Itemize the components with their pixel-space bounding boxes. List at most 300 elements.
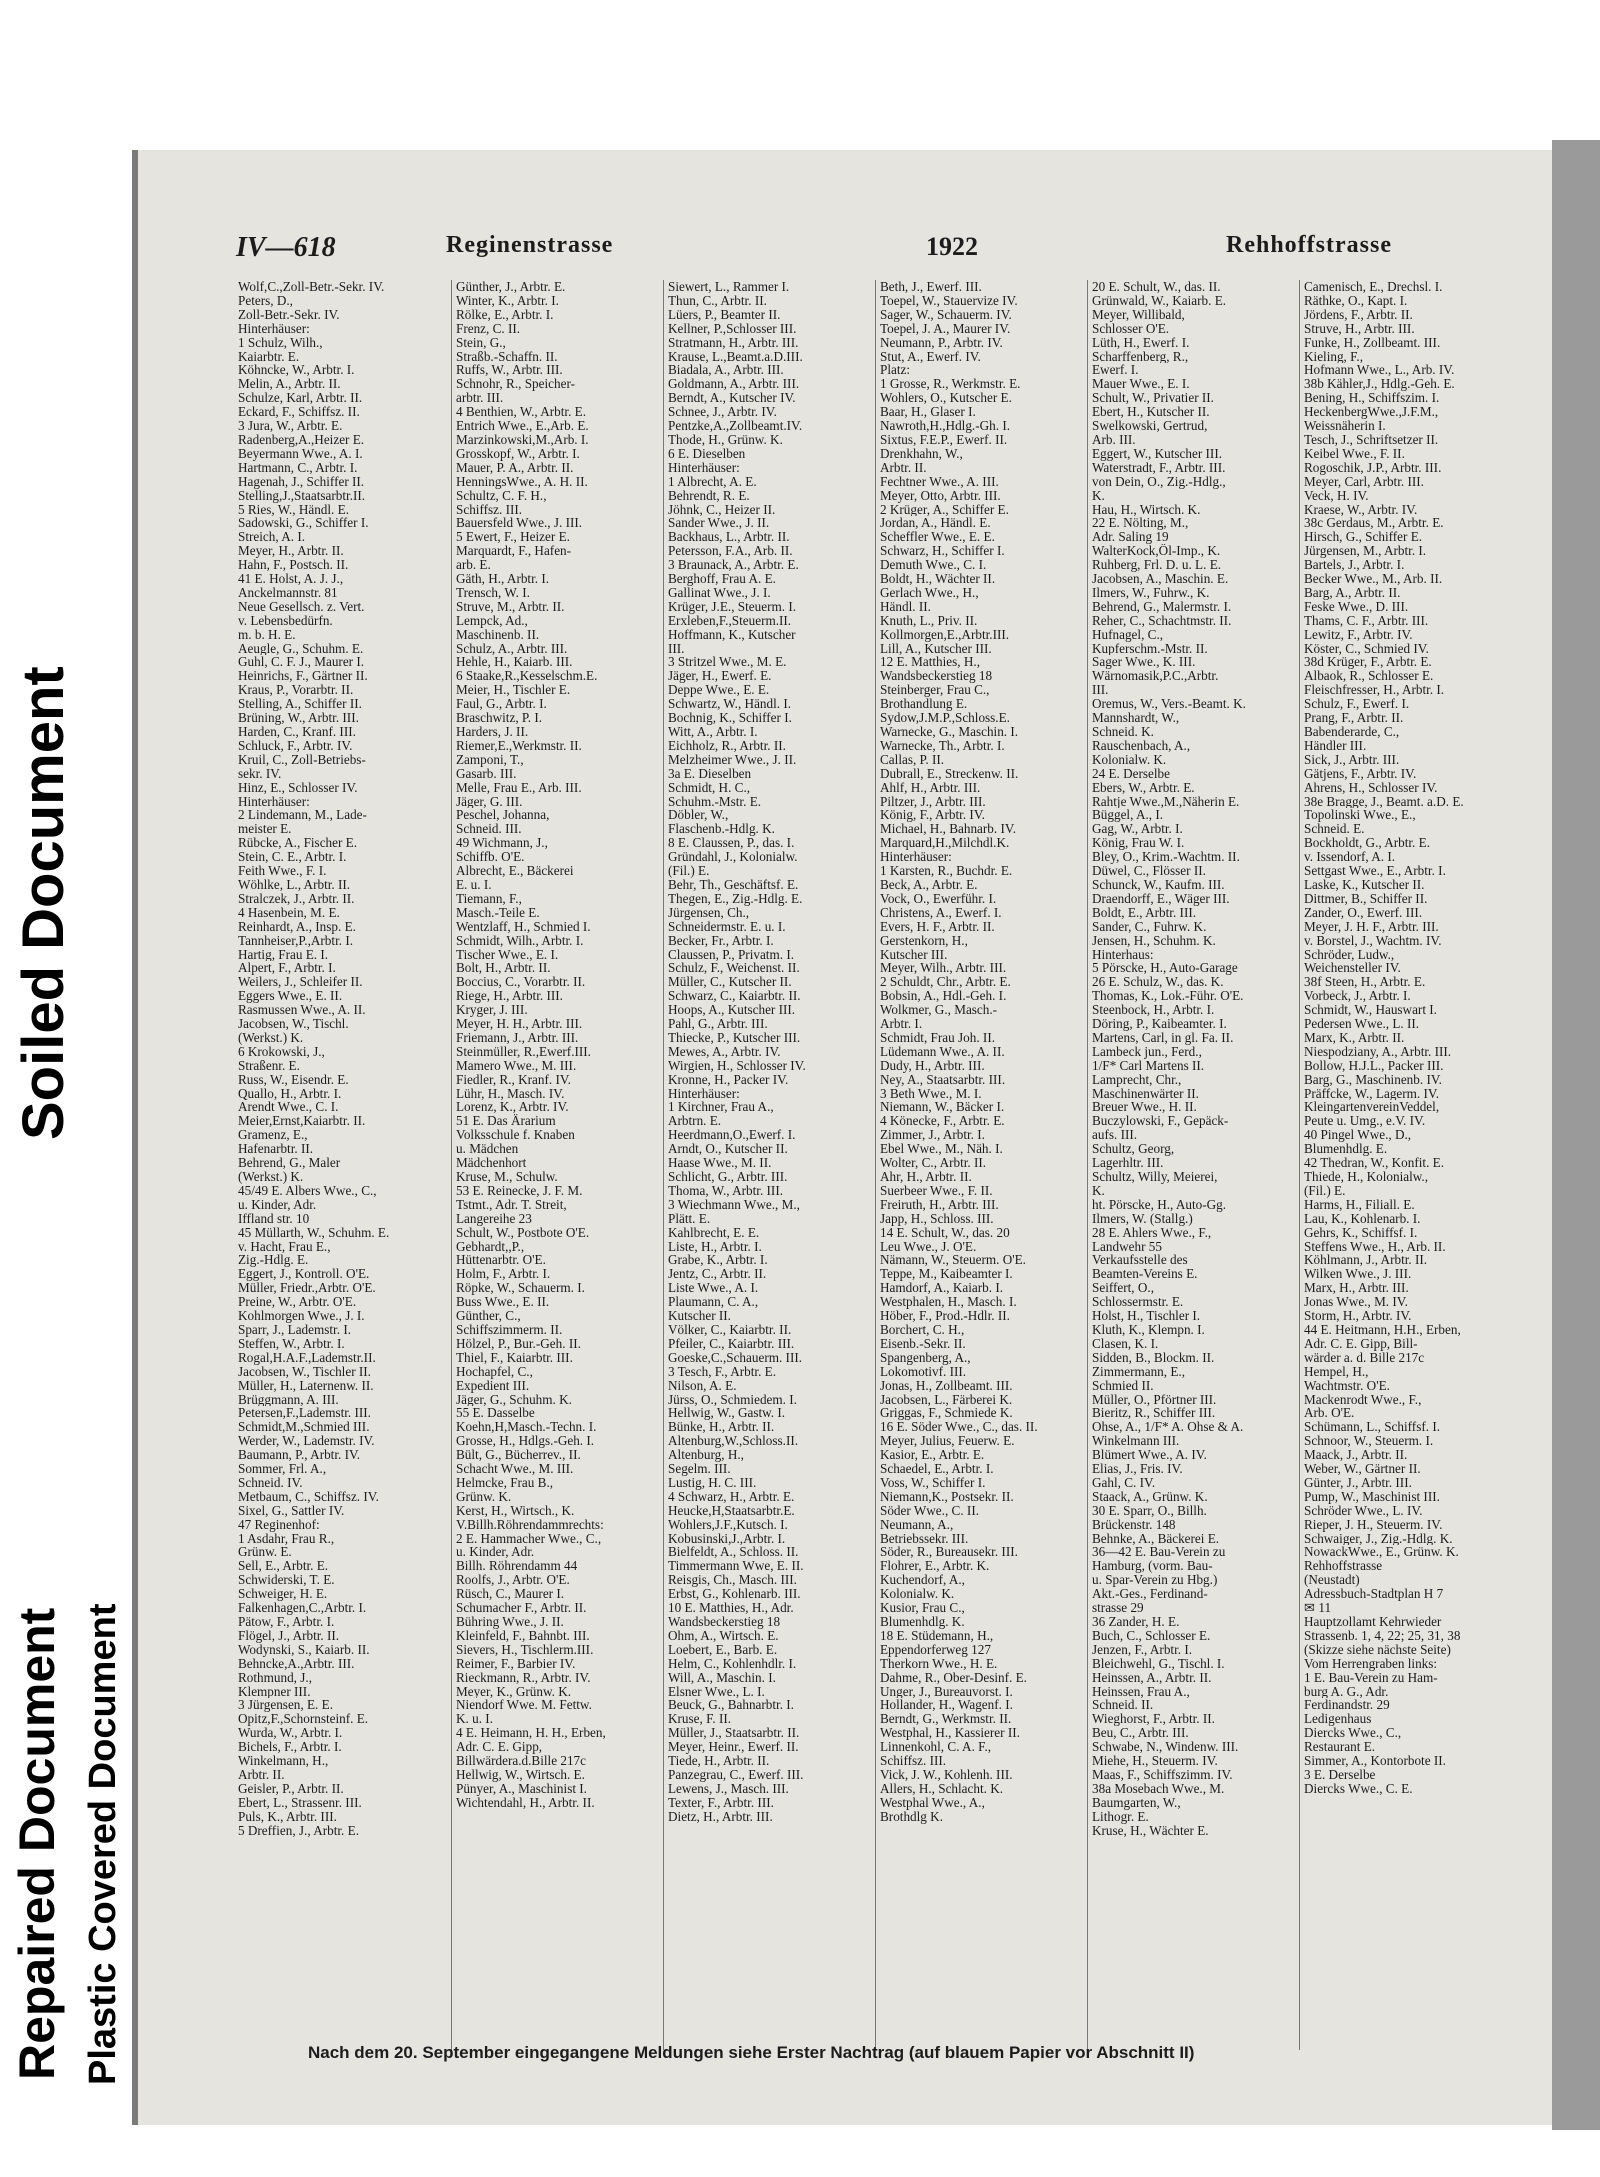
directory-entry: Hinterhäuser: [668, 460, 740, 475]
directory-entry: III. [1092, 683, 1109, 698]
directory-entry: 30 E. Sparr, O., Billh. [1092, 1503, 1207, 1518]
directory-entry: Wichtendahl, H., Arbtr. II. [456, 1795, 595, 1810]
directory-entry: wärder a. d. Bille 217c [1304, 1350, 1425, 1365]
directory-entry: Rüsch, C., Maurer I. [456, 1587, 565, 1602]
directory-entry: Linnenkohl, C. A. F., [880, 1740, 992, 1755]
directory-entry: Köhncke, W., Arbtr. I. [238, 363, 355, 378]
directory-entry: Therkorn Wwe., H. E. [880, 1656, 998, 1671]
directory-entry: Schacht Wwe., M. III. [456, 1462, 574, 1476]
directory-entry: 3 Beth Wwe., M. I. [880, 1086, 982, 1101]
directory-entry: Rahtje Wwe.,M.,Näherin E. [1092, 794, 1240, 809]
directory-entry: Jöhnk, C., Heizer II. [668, 502, 776, 517]
directory-column-2 [451, 280, 652, 2050]
directory-entry: Hollander, H., Wagenf. I. [880, 1698, 1013, 1713]
directory-entry: Händl. II. [880, 599, 931, 614]
directory-column-5 [1087, 280, 1288, 2050]
directory-entry: aufs. III. [1092, 1128, 1138, 1143]
directory-entry: E. u. I. [456, 877, 492, 892]
directory-entry: Adr. C. E. Gipp, [456, 1740, 543, 1755]
directory-entry: Brothandlung E. [880, 697, 968, 712]
directory-entry: Ebers, W., Arbtr. E. [1092, 780, 1195, 795]
directory-entry: Hellwig, W., Gastw. I. [668, 1406, 786, 1421]
directory-entry: Schneidermstr. E. u. I. [668, 919, 786, 934]
directory-entry: 5 Ries, W., Händl. E. [238, 502, 349, 517]
directory-entry: Koehn,H,Masch.-Techn. I. [456, 1420, 597, 1435]
directory-entry: Lambeck jun., Ferd., [1092, 1044, 1202, 1059]
directory-entry: Holst, H., Tischler I. [1092, 1309, 1201, 1323]
directory-entry: Draendorff, E., Wäger III. [1092, 891, 1230, 906]
directory-entry: Bieritz, R., Schiffer III. [1092, 1406, 1216, 1421]
directory-entry: arb. E. [456, 558, 491, 573]
directory-entry: Meier, H., Tischler E. [456, 683, 571, 698]
directory-entry: Becker Wwe., M., Arb. II. [1304, 572, 1443, 586]
directory-column-4 [875, 280, 1076, 2050]
directory-entry: Scharffenberg, R., [1092, 349, 1189, 364]
directory-entry: Reimer, F., Barbier IV. [456, 1656, 576, 1671]
directory-entry: Kieling, F., [1304, 349, 1364, 364]
directory-entry: Hirsch, G., Schiffer E. [1304, 530, 1423, 545]
directory-entry: Nilson, A. E. [668, 1378, 737, 1393]
directory-entry: Erbst, G., Kohlenarb. III. [668, 1587, 801, 1602]
directory-entry: 1 Albrecht, A. E. [668, 474, 757, 489]
directory-entry: Ruhberg, Frl. D. u. L. E. [1092, 558, 1222, 573]
directory-entry: Ebel Wwe., M., Näh. I. [880, 1142, 1003, 1157]
directory-entry: Dittmer, B., Schiffer II. [1304, 891, 1428, 906]
directory-entry: 3 Wiechmann Wwe., M., [668, 1197, 800, 1212]
directory-entry: Räthke, O., Kapt. I. [1304, 293, 1408, 308]
directory-entry: Hinterhaus: [1092, 947, 1154, 962]
directory-entry: Simmer, A., Kontorbote II. [1304, 1754, 1446, 1768]
directory-entry: Stut, A., Ewerf. IV. [880, 349, 981, 364]
directory-entry: K. u. I. [456, 1712, 493, 1727]
directory-entry: Marquard,H.,Milchdl.K. [880, 836, 1010, 851]
directory-entry: Tstmt., Adr. T. Streit, [456, 1197, 567, 1212]
directory-entry: V.Billh.Röhrendammrechts: [456, 1517, 604, 1532]
directory-entry: Beamten-Vereins E. [1092, 1267, 1198, 1282]
directory-entry: Meyer, Otto, Arbtr. III. [880, 488, 1001, 503]
directory-entry: Wohlers,J.F.,Kutsch. I. [668, 1517, 788, 1532]
directory-entry: Schröder, Ludw., [1304, 947, 1395, 962]
directory-entry: Feske Wwe., D. III. [1304, 599, 1409, 614]
directory-entry: 44 E. Heitmann, H.H., Erben, [1304, 1322, 1461, 1337]
directory-entry: Kruil, C., Zoll-Betriebs- [238, 752, 366, 767]
directory-entry: Lokomotivf. III. [880, 1364, 967, 1379]
directory-entry: Schuhm.-Mstr. E. [668, 794, 762, 809]
directory-entry: Plätt. E. [668, 1211, 711, 1226]
directory-entry: Weichensteller IV. [1304, 961, 1401, 976]
directory-entry: 14 E. Schult, W., das. 20 [880, 1225, 1010, 1240]
directory-entry: 1 E. Bau-Verein zu Ham- [1304, 1670, 1438, 1685]
directory-entry: Jürgensen, Ch., [668, 905, 750, 920]
directory-entry: Knuth, L., Priv. II. [880, 613, 978, 628]
directory-entry: Mewes, A., Arbtr. IV. [668, 1044, 781, 1059]
directory-entry: Allers, H., Schlacht. K. [880, 1781, 1004, 1796]
directory-entry: Neumann, A., [880, 1517, 954, 1532]
directory-entry: Expedient III. [456, 1378, 530, 1393]
directory-entry: Drenkhahn, W., [880, 446, 963, 461]
directory-entry: Schümann, L., Schiffsf. I. [1304, 1420, 1441, 1435]
directory-entry: Kaiarbtr. E. [238, 349, 300, 364]
directory-entry: Schluck, F., Arbtr. IV. [238, 738, 353, 753]
directory-entry: Grünw. K. [456, 1489, 512, 1504]
directory-entry: 45/49 E. Albers Wwe., C., [238, 1183, 377, 1198]
directory-entry: Weilers, J., Schleifer II. [238, 975, 363, 990]
directory-entry: Müller, Friedr.,Arbtr. O'E. [238, 1281, 376, 1296]
directory-entry: Sager Wwe., K. III. [1092, 655, 1196, 670]
directory-entry: Hafenarbtr. II. [238, 1142, 314, 1157]
directory-entry: Clasen, K. I. [1092, 1336, 1159, 1351]
directory-entry: ✉ 11 [1304, 1601, 1332, 1615]
directory-entry: Platz: [880, 363, 911, 378]
directory-entry: Lithogr. E. [1092, 1809, 1149, 1824]
directory-entry: Behncke,A.,Arbtr. III. [238, 1656, 355, 1671]
directory-entry: Schnohr, R., Speicher- [456, 377, 575, 392]
directory-entry: Settgast Wwe., E., Arbtr. I. [1304, 864, 1446, 878]
directory-entry: Blumenhdlg. K. [880, 1615, 965, 1629]
directory-entry: Müller, O., Pförtner III. [1092, 1392, 1217, 1407]
directory-entry: Sommer, Frl. A., [238, 1462, 327, 1476]
directory-entry: Warnecke, G., Maschin. I. [880, 725, 1019, 739]
directory-entry: 3 Jürgensen, E. E. [238, 1698, 333, 1713]
directory-entry: Baar, H., Glaser I. [880, 405, 976, 420]
directory-entry: Rauschenbach, A., [1092, 738, 1191, 753]
directory-entry: Gahl, C. IV. [1092, 1475, 1156, 1490]
directory-entry: Panzegrau, C., Ewerf. III. [668, 1767, 804, 1782]
directory-entry: Hüttenarbtr. O'E. [456, 1253, 546, 1268]
directory-entry: 28 E. Ahlers Wwe., F., [1092, 1225, 1212, 1240]
directory-entry: Storm, H., Arbtr. IV. [1304, 1309, 1412, 1323]
directory-entry: Mackenrodt Wwe., F., [1304, 1392, 1422, 1407]
directory-entry: Hofmann Wwe., L., Arb. IV. [1304, 363, 1455, 378]
directory-entry: Becker, Fr., Arbtr. I. [668, 933, 774, 948]
directory-entry: Schwaiger, J., Zig.-Hdlg. K. [1304, 1531, 1453, 1546]
directory-entry: Keibel Wwe., F. II. [1304, 446, 1405, 461]
directory-entry: Schmidt,M.,Schmied III. [238, 1420, 370, 1435]
directory-entry: Masch.-Teile E. [456, 905, 540, 920]
directory-entry: Heucke,H,Staatsarbtr.E. [668, 1503, 795, 1518]
directory-entry: Kutscher II. [668, 1309, 731, 1323]
directory-entry: Hinterhäuser: [238, 321, 310, 336]
directory-entry: Rasmussen Wwe., A. II. [238, 1003, 366, 1018]
directory-entry: Barg, G., Maschinenb. IV. [1304, 1072, 1442, 1087]
directory-entry: Kolonialw. K. [1092, 752, 1167, 767]
directory-entry: Fleischfresser, H., Arbtr. I. [1304, 683, 1445, 698]
directory-entry: Wentzlaff, H., Schmied I. [456, 919, 591, 934]
directory-entry: Pätow, F., Arbtr. I. [238, 1615, 335, 1629]
directory-entry: Hartmann, C., Arbtr. I. [238, 460, 358, 475]
directory-entry: Zimmer, J., Arbtr. I. [880, 1128, 985, 1143]
directory-entry: Schumacher F., Arbtr. II. [456, 1601, 587, 1615]
directory-entry: Lewitz, F., Arbtr. IV. [1304, 627, 1413, 642]
directory-entry: Lühr, H., Masch. IV. [456, 1086, 565, 1101]
directory-entry: Riege, H., Arbtr. III. [456, 989, 563, 1004]
directory-entry: Akt.-Ges., Ferdinand- [1092, 1587, 1208, 1602]
directory-entry: Plaumann, C. A., [668, 1295, 759, 1310]
directory-entry: Schneid. II. [1092, 1698, 1154, 1713]
directory-entry: Billwärdera.d.Bille 217c [456, 1754, 587, 1768]
directory-entry: Wurda, W., Arbtr. I. [238, 1726, 343, 1741]
directory-entry: König, Frau W. I. [1092, 836, 1185, 851]
directory-entry: Schulz, F., Weichenst. II. [668, 961, 800, 976]
directory-entry: Behnke, A., Bäckerei E. [1092, 1531, 1220, 1546]
directory-entry: Schiffb. O'E. [456, 850, 525, 865]
directory-entry: Vock, O., Ewerführ. I. [880, 891, 997, 906]
directory-entry: Kruse, M., Schulw. [456, 1170, 558, 1184]
directory-entry: Michael, H., Bahnarb. IV. [880, 822, 1016, 837]
directory-entry: Düwel, C., Flösser II. [1092, 864, 1206, 878]
directory-entry: arbtr. III. [456, 391, 504, 406]
directory-entry: Wieghorst, F., Arbtr. II. [1092, 1712, 1215, 1727]
directory-entry: Eggers Wwe., E. II. [238, 989, 343, 1004]
directory-entry: Lorenz, K., Arbtr. IV. [456, 1100, 569, 1115]
directory-entry: Arb. III. [1092, 432, 1136, 447]
directory-entry: Schult, W., Privatier II. [1092, 391, 1214, 406]
directory-entry: Stelling,J.,Staatsarbtr.II. [238, 488, 366, 503]
directory-entry: Radenberg,A.,Heizer E. [238, 432, 365, 447]
directory-entry: Grabe, K., Arbtr. I. [668, 1253, 768, 1268]
directory-entry: 1 Asdahr, Frau R., [238, 1531, 335, 1546]
directory-entry: Hellwig, W., Wirtsch. E. [456, 1767, 585, 1782]
directory-entry: Liste Wwe., A. I. [668, 1281, 759, 1296]
directory-entry: Adr. Saling 19 [1092, 530, 1169, 545]
directory-entry: Meyer, Carl, Arbtr. III. [1304, 474, 1424, 489]
directory-entry: Günther, C., [456, 1309, 521, 1323]
directory-entry: Jäger, G., Schuhm. K. [456, 1392, 572, 1407]
directory-entry: Dahme, R., Ober-Desinf. E. [880, 1670, 1027, 1685]
directory-entry: Albaok, R., Schlosser E. [1304, 669, 1434, 684]
directory-entry: Maschinenwärter II. [1092, 1086, 1199, 1101]
directory-entry: Strassenb. 1, 4, 22; 25, 31, 38 [1304, 1628, 1461, 1643]
directory-entry: Ruffs, W., Arbtr. III. [456, 363, 563, 378]
directory-entry: Bochnig, K., Schiffer I. [668, 711, 792, 725]
directory-entry: 53 E. Reinecke, J. F. M. [456, 1183, 583, 1198]
directory-entry: Mauer Wwe., E. I. [1092, 377, 1190, 392]
directory-entry: Ledigenhaus [1304, 1712, 1372, 1727]
directory-entry: Pünyer, A., Maschinist I. [456, 1781, 587, 1796]
directory-entry: Betriebssekr. III. [880, 1531, 969, 1546]
directory-entry: Jäger, G. III. [456, 794, 523, 809]
directory-entry: Fechtner Wwe., A. III. [880, 474, 999, 489]
directory-entry: 3 Tesch, F., Arbtr. E. [668, 1364, 777, 1379]
directory-entry: Schröder Wwe., L. IV. [1304, 1503, 1423, 1518]
directory-entry: Marx, K., Arbtr. II. [1304, 1030, 1405, 1045]
page-number: IV—618 [236, 232, 336, 263]
directory-entry: Schulz, F., Ewerf. I. [1304, 697, 1410, 712]
directory-entry: Niemann,K., Postsekr. II. [880, 1489, 1014, 1504]
directory-entry: Loebert, E., Barb. E. [668, 1642, 778, 1657]
directory-entry: Schwarz, C., Kaiarbtr. II. [668, 989, 801, 1004]
directory-entry: Ilmers, W., Fuhrw., K. [1092, 585, 1210, 600]
directory-entry: Eisenb.-Sekr. II. [880, 1336, 966, 1351]
directory-entry: Hoops, A., Kutscher III. [668, 1003, 796, 1018]
directory-entry: Witt, A., Arbtr. I. [668, 725, 758, 739]
directory-entry: Hufnagel, C., [1092, 627, 1164, 642]
directory-entry: Meyer, H., Arbtr. II. [238, 544, 344, 559]
directory-entry: Ilmers, W. (Stallg.) [1092, 1211, 1193, 1226]
directory-entry: Liste, H., Arbtr. I. [668, 1239, 762, 1254]
directory-entry: Gehrs, K., Schiffsf. I. [1304, 1225, 1418, 1240]
directory-entry: HenningsWwe., A. H. II. [456, 474, 588, 489]
directory-entry: (Fil.) E. [668, 864, 710, 878]
directory-entry: Behrend, G., Malermstr. I. [1092, 599, 1232, 614]
directory-entry: Opitz,F.,Schornsteinf. E. [238, 1712, 369, 1727]
directory-entry: Elias, J., Fris. IV. [1092, 1462, 1183, 1476]
directory-entry: Lempck, Ad., [456, 613, 528, 628]
directory-entry: Guhl, C. F. J., Maurer I. [238, 655, 365, 670]
directory-entry: Döbler, W., [668, 808, 729, 823]
directory-entry: Sager, W., Schauerm. IV. [880, 307, 1012, 322]
directory-entry: Baumann, P., Arbtr. IV. [238, 1448, 361, 1463]
directory-entry: Jordan, A., Händl. E. [880, 516, 991, 531]
directory-entry: Neue Gesellsch. z. Vert. [238, 599, 365, 614]
directory-entry: Funke, H., Zollbeamt. III. [1304, 335, 1441, 350]
directory-entry: Röpke, W., Schauerm. I. [456, 1281, 585, 1296]
directory-entry: Gätjens, F., Arbtr. IV. [1304, 766, 1417, 781]
directory-entry: Schmidt, Frau Joh. II. [880, 1030, 996, 1045]
directory-entry: 5 Pörscke, H., Auto-Garage [1092, 961, 1238, 976]
directory-entry: 18 E. Stüdemann, H., [880, 1628, 994, 1643]
directory-entry: Adr. C. E. Gipp, Bill- [1304, 1336, 1418, 1351]
directory-entry: Behrendt, R. E. [668, 488, 750, 503]
directory-entry: Arendt Wwe., C. I. [238, 1100, 339, 1115]
directory-entry: Geisler, P., Arbtr. II. [238, 1781, 344, 1796]
directory-entry: KleingartenvereinVeddel, [1304, 1100, 1440, 1115]
directory-entry: Hartig, Frau E. I. [238, 947, 329, 962]
directory-entry: Straßb.-Schaffn. II. [456, 349, 558, 364]
directory-entry: Lau, K., Kohlenarb. I. [1304, 1211, 1421, 1226]
directory-entry: von Dein, O., Zig.-Hdlg., [1092, 474, 1226, 489]
directory-entry: Jacobsen, W., Tischler II. [238, 1364, 371, 1379]
directory-entry: Schultz, Willy, Meierei, [1092, 1170, 1218, 1184]
directory-entry: Völker, C., Kaiarbtr. II. [668, 1322, 792, 1337]
directory-entry: Bobsin, A., Hdl.-Geh. I. [880, 989, 1007, 1004]
directory-entry: meister E. [238, 822, 292, 837]
directory-entry: Händler III. [1304, 738, 1367, 753]
directory-entry: Hempel, H., [1304, 1364, 1369, 1379]
directory-entry: Heinssen, Frau A., [1092, 1684, 1190, 1699]
directory-entry: strasse 29 [1092, 1601, 1144, 1615]
directory-entry: Unger, J., Bureauvorst. I. [880, 1684, 1013, 1699]
directory-entry: Russ, W., Eisendr. E. [238, 1072, 349, 1087]
directory-entry: Diercks Wwe., C., [1304, 1726, 1402, 1741]
directory-entry: Bening, H., Schiffszim. I. [1304, 391, 1440, 406]
directory-entry: Petersen,F.,Lademstr. III. [238, 1406, 371, 1421]
directory-entry: Reisgis, Ch., Masch. III. [668, 1573, 797, 1588]
directory-entry: Anckelmannstr. 81 [238, 585, 338, 600]
directory-entry: Ewerf. I. [1092, 363, 1139, 378]
directory-entry: Teppe, M., Kaibeamter I. [880, 1267, 1013, 1282]
directory-entry: Eppendorferweg 127 [880, 1642, 991, 1657]
directory-entry: Thegen, E., Zig.-Hdlg. E. [668, 891, 803, 906]
directory-entry: Schwiderski, T. E. [238, 1573, 335, 1588]
directory-entry: (Skizze siehe nächste Seite) [1304, 1642, 1451, 1657]
directory-entry: Baumgarten, W., [1092, 1795, 1181, 1810]
directory-entry: 47 Reginenhof: [238, 1517, 320, 1532]
directory-entry: 45 Müllarth, W., Schuhm. E. [238, 1225, 390, 1240]
directory-entry: Sixtus, F.E.P., Ewerf. II. [880, 432, 1008, 447]
directory-entry: Ahr, H., Arbtr. II. [880, 1170, 972, 1184]
directory-entry: Blümert Wwe., A. IV. [1092, 1448, 1207, 1463]
directory-entry: Rieckmann, R., Arbtr. IV. [456, 1670, 591, 1685]
directory-entry: Verkaufsstelle des [1092, 1253, 1188, 1268]
directory-entry: Westphalen, H., Masch. I. [880, 1295, 1017, 1310]
directory-entry: Bley, O., Krim.-Wachtm. II. [1092, 850, 1240, 865]
directory-entry: Ohse, A., 1/F* A. Ohse & A. [1092, 1420, 1244, 1435]
plastic-covered-label: Plastic Covered Document [82, 1603, 124, 2085]
directory-entry: Hauptzollamt Kehrwieder [1304, 1615, 1442, 1629]
directory-entry: 4 Hasenbein, M. E. [238, 905, 340, 920]
directory-entry: Callas, P. II. [880, 752, 945, 767]
directory-entry: Beyermann Wwe., A. I. [238, 446, 363, 461]
directory-entry: 38b Kähler,J., Hdlg.-Geh. E. [1304, 377, 1455, 392]
directory-entry: Petersson, F.A., Arb. II. [668, 544, 793, 559]
directory-entry: Bleichwehl, G., Tischl. I. [1092, 1656, 1225, 1671]
directory-entry: Stelling, A., Schiffer II. [238, 697, 362, 712]
directory-entry: 1 Schulz, Wilh., [238, 335, 323, 350]
directory-entry: Kluth, K., Klempn. I. [1092, 1322, 1205, 1337]
directory-entry: Billh. Röhrendamm 44 [456, 1559, 578, 1574]
directory-entry: Sander Wwe., J. II. [668, 516, 770, 531]
directory-entry: Weissnäherin I. [1304, 419, 1386, 433]
directory-entry: Steffens Wwe., H., Arb. II. [1304, 1239, 1446, 1254]
directory-columns [238, 280, 1508, 2050]
directory-entry: Lamprecht, Chr., [1092, 1072, 1182, 1087]
directory-entry: Sander, C., Fuhrw. K. [1092, 919, 1207, 934]
directory-entry: Heerdmann,O.,Ewerf. I. [668, 1128, 796, 1143]
directory-entry: Breuer Wwe., H. II. [1092, 1100, 1197, 1115]
directory-entry: Struve, H., Arbtr. III. [1304, 321, 1415, 336]
directory-entry: Backhaus, L., Arbtr. II. [668, 530, 790, 545]
directory-entry: Schlossermstr. E. [1092, 1295, 1184, 1310]
directory-entry: Hinz, E., Schlosser IV. [238, 780, 358, 795]
directory-entry: 20 E. Schult, W., das. II. [1092, 280, 1221, 294]
directory-entry: Köster, C., Schmied IV. [1304, 641, 1429, 656]
directory-entry: Thoma, W., Arbtr. III. [668, 1183, 784, 1198]
directory-entry: Krause, L.,Beamt.a.D.III. [668, 349, 803, 364]
directory-entry: 41 E. Holst, A. J. J., [238, 572, 344, 586]
directory-entry: Pentzke,A.,Zollbeamt.IV. [668, 419, 803, 433]
directory-entry: Aeugle, G., Schuhm. E. [238, 641, 364, 656]
directory-entry: Winkelmann III. [1092, 1434, 1180, 1449]
directory-entry: Wolkmer, G., Masch.- [880, 1003, 998, 1018]
directory-entry: Kasior, E., Arbtr. E. [880, 1448, 985, 1463]
directory-entry: Suerbeer Wwe., F. II. [880, 1183, 993, 1198]
directory-entry: Winkelmann, H., [238, 1754, 329, 1768]
directory-entry: Thun, C., Arbtr. II. [668, 293, 767, 308]
directory-entry: 4 Schwarz, H., Arbtr. E. [668, 1489, 795, 1504]
directory-entry: Flohrer, E., Arbtr. K. [880, 1559, 990, 1574]
directory-entry: Kronne, H., Packer IV. [668, 1072, 789, 1087]
directory-entry: Vorbeck, J., Arbtr. I. [1304, 989, 1411, 1004]
directory-entry: Steffen, W., Arbtr. I. [238, 1336, 345, 1351]
directory-entry: Hagenah, J., Schiffer II. [238, 474, 365, 489]
directory-entry: Niespodziany, A., Arbtr. III. [1304, 1044, 1452, 1059]
directory-entry: Söder, R., Bureausekr. III. [880, 1545, 1018, 1560]
directory-entry: Fiedler, R., Kranf. IV. [456, 1072, 571, 1087]
directory-entry: Schult, W., Postbote O'E. [456, 1225, 590, 1240]
directory-entry: Schmied II. [1092, 1378, 1154, 1393]
directory-entry: Sadowski, G., Schiffer I. [238, 516, 369, 531]
directory-entry: Struve, M., Arbtr. II. [456, 599, 565, 614]
directory-entry: Arbtr. II. [880, 460, 927, 475]
directory-entry: Westphal Wwe., A., [880, 1795, 985, 1810]
left-street-heading: Reginenstrasse [446, 232, 614, 258]
directory-entry: Gramenz, E., [238, 1128, 308, 1143]
directory-entry: Pfeiler, C., Kaiarbtr. III. [668, 1336, 795, 1351]
directory-entry: Japp, H., Schloss. III. [880, 1211, 994, 1226]
directory-entry: Volksschule f. Knaben [456, 1128, 575, 1143]
directory-entry: Bollow, H.J.L., Packer III. [1304, 1058, 1444, 1073]
